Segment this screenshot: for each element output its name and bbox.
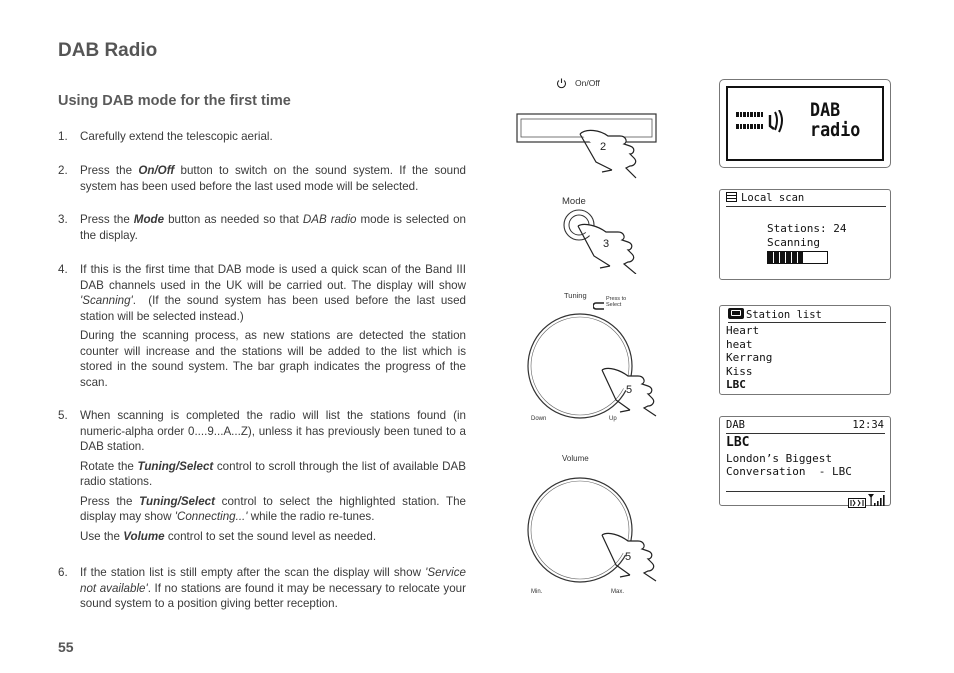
power-icon bbox=[556, 76, 567, 87]
display-station-list bbox=[719, 305, 891, 395]
instruction-step bbox=[58, 262, 466, 394]
page-number: 55 bbox=[58, 639, 74, 655]
list-icon bbox=[726, 192, 737, 202]
volume-max-label: Max. bbox=[611, 589, 625, 595]
station-list-item[interactable]: Heart bbox=[726, 324, 760, 337]
tuning-up-label: Up bbox=[609, 416, 617, 422]
instruction-step bbox=[58, 565, 466, 616]
station-list-item[interactable]: Kerrang bbox=[726, 351, 773, 364]
onoff-label: On/Off bbox=[575, 78, 600, 88]
tuning-label: Tuning bbox=[564, 291, 587, 300]
dab-signal-icon bbox=[736, 110, 790, 140]
step-number: 1. bbox=[58, 130, 68, 143]
volume-min-label: Min. bbox=[531, 589, 543, 595]
volume-callout: 5 bbox=[625, 551, 632, 563]
step-number: 2. bbox=[58, 164, 68, 177]
step-paragraph: When scanning is completed the radio will list the stations found (in numeric-alpha order 0....9...A...Z), unless it has previously been tuned to a DAB station. bbox=[80, 409, 466, 453]
step-paragraph: Use the Volume control to set the sound level as needed. bbox=[80, 529, 377, 543]
splash-title: DAB radio bbox=[810, 99, 861, 141]
scan-header: Local scan bbox=[726, 192, 886, 207]
section-heading: Using DAB mode for the first time bbox=[58, 93, 291, 109]
list-header: Station list bbox=[728, 308, 886, 323]
playing-station: LBC bbox=[726, 435, 750, 450]
step-number: 4. bbox=[58, 263, 68, 276]
display-local-scan bbox=[719, 189, 891, 280]
mode-callout: 3 bbox=[603, 238, 610, 250]
volume-label: Volume bbox=[562, 454, 589, 463]
step-paragraph: If the station list is still empty after the scan the display will show 'Service not available'. If no stations are found it may be necessary to relocate your sound system to a position giving better reception. bbox=[80, 566, 466, 610]
instruction-step bbox=[58, 408, 466, 548]
step-paragraph: Press the On/Off button to switch on the sound system. If the sound system has been used before the last used mode will be selected. bbox=[80, 164, 466, 193]
playing-text-line2: Conversation - LBC bbox=[726, 465, 852, 478]
page-title: DAB Radio bbox=[58, 40, 158, 61]
display-splash bbox=[719, 79, 891, 168]
step-number: 6. bbox=[58, 566, 68, 579]
playing-time: 12:34 bbox=[852, 419, 884, 431]
playing-header: DAB 12:34 bbox=[726, 419, 885, 434]
pointing-hand-icon[interactable] bbox=[576, 222, 642, 279]
scan-progress-bar bbox=[767, 251, 828, 264]
tuning-down-label: Down bbox=[531, 416, 547, 422]
station-list-icon bbox=[728, 308, 744, 319]
onoff-callout: 2 bbox=[600, 141, 607, 153]
display-now-playing bbox=[719, 416, 891, 506]
step-paragraph: Rotate the Tuning/Select control to scroll through the list of available DAB radio stations. bbox=[80, 459, 467, 488]
step-paragraph: Carefully extend the telescopic aerial. bbox=[80, 130, 273, 143]
station-list-item[interactable]: LBC bbox=[726, 378, 746, 391]
step-number: 3. bbox=[58, 213, 68, 226]
step-paragraph: Press the Tuning/Select control to select the highlighted station. The display may show 'Connecting...' while the radio re-tunes. bbox=[80, 494, 467, 523]
instruction-step bbox=[58, 163, 466, 198]
press-select-label: Press to Select bbox=[606, 296, 627, 308]
instruction-step bbox=[58, 129, 466, 149]
tuning-callout: 5 bbox=[626, 384, 633, 396]
mode-label: Mode bbox=[562, 196, 586, 207]
station-list-item[interactable]: Kiss bbox=[726, 364, 753, 378]
step-paragraph: Press the Mode button as needed so that DAB radio mode is selected on the display. bbox=[80, 213, 467, 242]
playing-text-line1: London’s Biggest bbox=[726, 452, 832, 465]
step-paragraph: If this is the first time that DAB mode is used a quick scan of the Band III DAB channels used in the UK will be carried out. The display will show 'Scanning'. (If the sound system has been used before the last used station will be selected instead.) bbox=[80, 263, 466, 323]
instruction-step bbox=[58, 212, 466, 247]
dab-mode-icon bbox=[848, 493, 866, 512]
step-paragraph: During the scanning process, as new stations are detected the station counter will increase and the stations will be added to the list which is stored in the sound system. The bar graph indicates the progress of the scan. bbox=[80, 329, 466, 389]
step-number: 5. bbox=[58, 409, 68, 422]
scan-status: Scanning bbox=[767, 236, 820, 249]
pointing-hand-icon[interactable] bbox=[578, 122, 644, 185]
station-list-item[interactable]: heat bbox=[726, 337, 753, 351]
signal-strength-icon bbox=[868, 491, 886, 510]
scan-stations: Stations: 24 bbox=[767, 222, 847, 235]
